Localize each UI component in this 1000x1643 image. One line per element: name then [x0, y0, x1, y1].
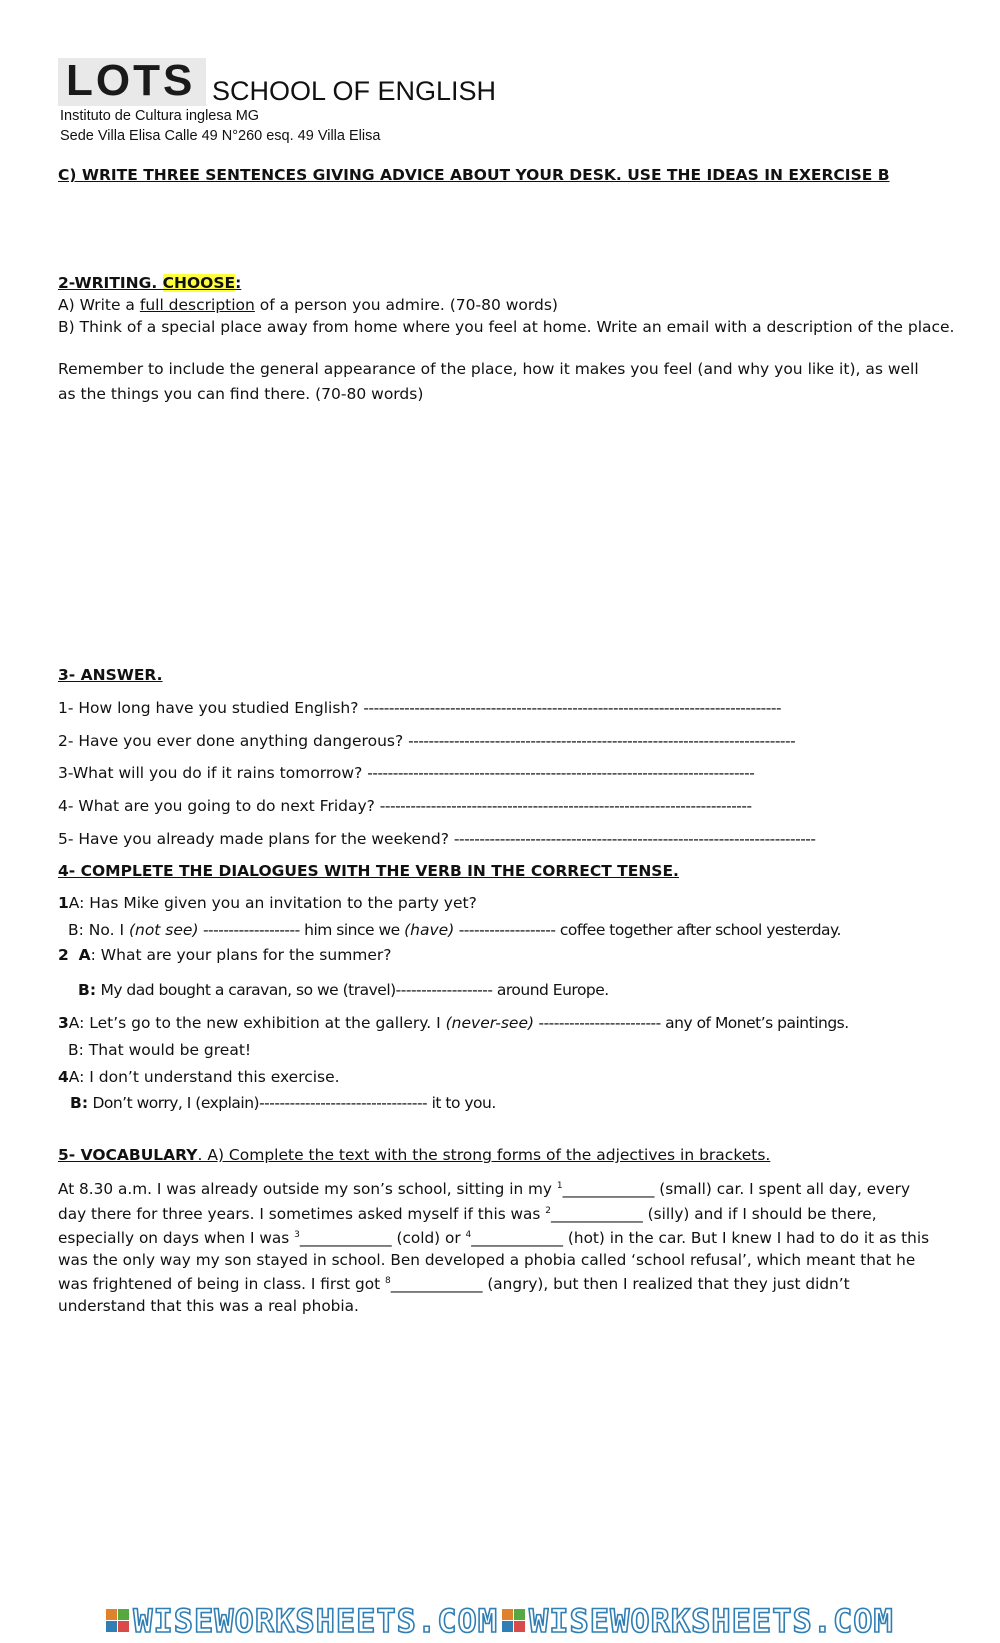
dialogue-2-b: B: My dad bought a caravan, so we (travel)------------------- around Europe.: [78, 981, 609, 999]
school-logo: LOTS: [66, 56, 196, 105]
dialogue-1-b: B: No. I (not see) ------------------- him since we (have) ------------------- coffee together after school yesterday.: [68, 921, 841, 939]
blank-never-see[interactable]: ------------------------ any of Monet’s paintings.: [534, 1014, 849, 1032]
vocab-blank-8[interactable]: ____________: [390, 1275, 483, 1294]
question-1: 1- How long have you studied English? ----------------------------------------------------------------------------------: [58, 699, 782, 717]
vocab-blank-1[interactable]: ____________: [562, 1180, 655, 1199]
answer-line-3[interactable]: ----------------------------------------------------------------------------: [367, 764, 755, 782]
watermark-logo-icon: [502, 1609, 525, 1632]
section-2-heading-suffix: :: [235, 274, 242, 292]
vocab-blank-3[interactable]: ____________: [299, 1229, 392, 1248]
vocab-blank-2[interactable]: ____________: [550, 1204, 643, 1223]
institute-address: Sede Villa Elisa Calle 49 N°260 esq. 49 Villa Elisa: [60, 128, 381, 144]
section-2-heading-highlight: CHOOSE: [162, 274, 236, 292]
dialogue-3-b: B: That would be great!: [68, 1041, 252, 1059]
question-4: 4- What are you going to do next Friday? -------------------------------------------------------------------------: [58, 797, 752, 815]
section-5-heading: 5- VOCABULARY. A) Complete the text with the strong forms of the adjectives in brackets.: [58, 1146, 771, 1164]
section-3-heading: 3- ANSWER.: [58, 666, 163, 684]
blank-not-see[interactable]: ------------------- him since we: [198, 921, 405, 939]
footer-watermark: [0, 1598, 1000, 1643]
section-2-heading: [58, 274, 241, 292]
option-a-underlined: full description: [139, 296, 255, 314]
dialogue-4-b: B: Don’t worry, I (explain)--------------------------------- it to you.: [70, 1094, 496, 1112]
dialogue-2-a: 2 A: What are your plans for the summer?: [58, 946, 392, 964]
watermark-text: WISEWORKSHEETS.COM: [529, 1601, 894, 1640]
section-c-heading: C) WRITE THREE SENTENCES GIVING ADVICE ABOUT YOUR DESK. USE THE IDEAS IN EXERCISE B: [58, 166, 890, 184]
writing-option-a: [58, 296, 558, 314]
vocab-blank-4[interactable]: ____________: [471, 1229, 564, 1248]
option-a-post: of a person you admire. (70-80 words): [254, 296, 558, 314]
option-a-pre: A) Write a: [58, 296, 140, 314]
answer-line-4[interactable]: -------------------------------------------------------------------------: [379, 797, 752, 815]
question-2: 2- Have you ever done anything dangerous? ----------------------------------------------------------------------------: [58, 732, 796, 750]
dialogue-3-a: 3A: Let’s go to the new exhibition at the gallery. I (never-see) ------------------------ any of Monet’s paintings.: [58, 1014, 849, 1032]
question-3: 3-What will you do if it rains tomorrow? ----------------------------------------------------------------------------: [58, 764, 755, 782]
institute-name: Instituto de Cultura inglesa MG: [60, 108, 260, 124]
writing-option-b: B) Think of a special place away from home where you feel at home. Write an email with a description of the place.: [58, 318, 955, 336]
dialogue-1-a: 1A: Has Mike given you an invitation to the party yet?: [58, 894, 477, 912]
answer-line-5[interactable]: -----------------------------------------------------------------------: [453, 830, 816, 848]
dialogue-4-a: 4A: I don’t understand this exercise.: [58, 1068, 340, 1086]
watermark-text: WISEWORKSHEETS.COM: [133, 1601, 498, 1640]
watermark-logo-icon: [106, 1609, 129, 1632]
school-name: SCHOOL OF ENGLISH: [212, 76, 497, 106]
question-5: 5- Have you already made plans for the weekend? -----------------------------------------------------------------------: [58, 830, 816, 848]
blank-travel[interactable]: My dad bought a caravan, so we (travel)------------------- around Europe.: [96, 981, 609, 999]
section-2-heading-prefix: 2-WRITING.: [58, 274, 163, 292]
answer-line-1[interactable]: ----------------------------------------------------------------------------------: [363, 699, 782, 717]
blank-have[interactable]: ------------------- coffee together after school yesterday.: [454, 921, 841, 939]
blank-explain[interactable]: Don’t worry, I (explain)--------------------------------- it to you.: [88, 1094, 496, 1112]
vocabulary-text: At 8.30 a.m. I was already outside my son’s school, sitting in my $^1$____________ (small) car. I spent all day, every day there for three years. I sometimes asked myself if this was $^2$____________ (silly) and if I should be there, especially on days when I was $^3$____________ (cold) or $^4$____________ (hot) in the car. But I knew I had to do it as this was the only way my son stayed in school. Ben developed a phobia called ‘school refusal’, which meant that he was frightened of being in class. I first got $^8$____________ (angry), but then I realized that they just didn’t understand that this was a real phobia.: [58, 1180, 930, 1315]
answer-line-2[interactable]: ----------------------------------------------------------------------------: [408, 732, 796, 750]
writing-remember-note: Remember to include the general appearance of the place, how it makes you feel (and why you like it), as well as the things you can find there. (70-80 words): [58, 360, 919, 403]
section-4-heading: 4- COMPLETE THE DIALOGUES WITH THE VERB IN THE CORRECT TENSE.: [58, 862, 679, 880]
